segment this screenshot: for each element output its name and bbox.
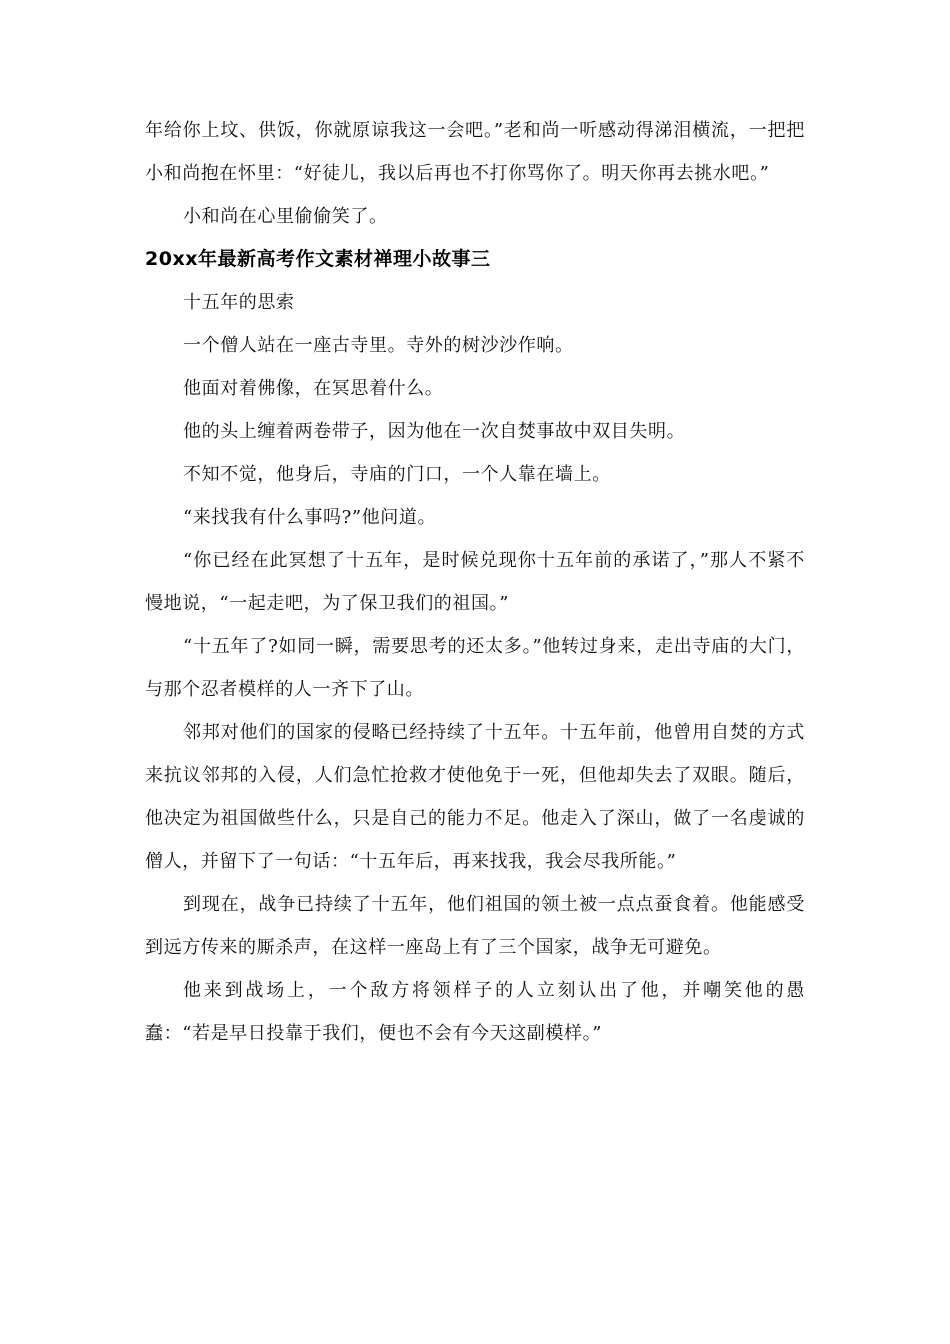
paragraph: “来找我有什么事吗?”他问道。 [183,507,437,528]
paragraph: 邻邦对他们的国家的侵略已经持续了十五年。十五年前，他曾用自焚的方式来抗议邻邦的入侵，人们急忙抢救才使他免于一死，但他却失去了双眼。随后，他决定为祖国做些什么，只是自己的能力不足。他走入了深山，做了一名虔诚的僧人，并留下了一句话：“十五年后，再来找我，我会尽我所能。” [145,722,805,872]
story-title: 十五年的思索 [183,292,295,313]
paragraph: 他面对着佛像，在冥思着什么。 [183,378,444,399]
paragraph: 一个僧人站在一座古寺里。寺外的树沙沙作响。 [183,335,574,356]
paragraph: 不知不觉，他身后，寺庙的门口，一个人靠在墙上。 [183,464,611,485]
paragraph-continuation: 年给你上坟、供饭，你就原谅我这一会吧。”老和尚一听感动得涕泪横流，一把把小和尚抱在怀里：“好徒儿，我以后再也不打你骂你了。明天你再去挑水吧。” [145,120,805,184]
document-body [145,109,805,1055]
paragraph: “你已经在此冥想了十五年，是时候兑现你十五年前的承诺了，”那人不紧不慢地说，“一起走吧，为了保卫我们的祖国。” [145,550,805,614]
paragraph: 他来到战场上，一个敌方将领样子的人立刻认出了他，并嘲笑他的愚蠢：“若是早日投靠于我们，便也不会有今天这副模样。” [145,980,805,1044]
paragraph: “十五年了?如同一瞬，需要思考的还太多。”他转过身来，走出寺庙的大门，与那个忍者模样的人一齐下了山。 [145,636,805,700]
paragraph: 小和尚在心里偷偷笑了。 [183,206,388,227]
paragraph: 到现在，战争已持续了十五年，他们祖国的领土被一点点蚕食着。他能感受到远方传来的厮杀声，在这样一座岛上有了三个国家，战争无可避免。 [145,894,805,958]
section-heading: 20xx年最新高考作文素材禅理小故事三 [145,248,491,270]
paragraph: 他的头上缠着两卷带子，因为他在一次自焚事故中双目失明。 [183,421,686,442]
